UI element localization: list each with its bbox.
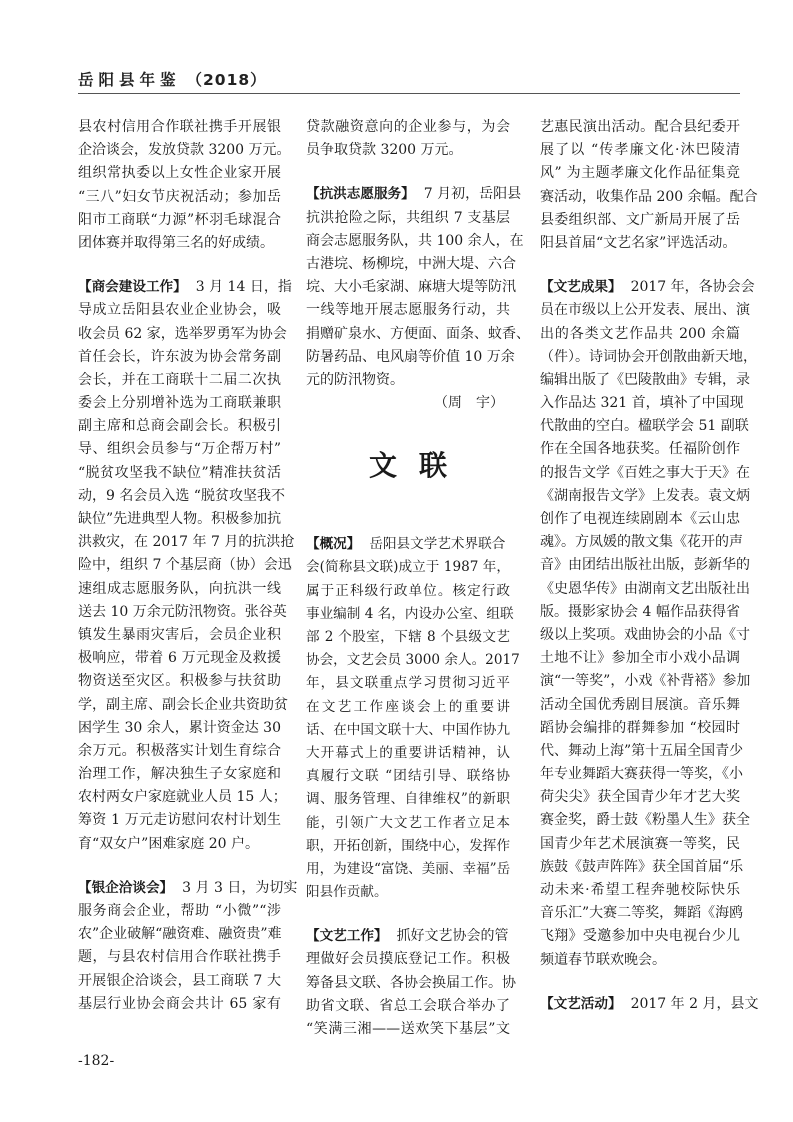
text-line <box>78 462 281 485</box>
text-line <box>540 346 757 369</box>
text-line <box>306 626 510 649</box>
text-line <box>306 812 510 835</box>
running-header <box>78 68 267 90</box>
line-text: 《史恩华传》由湖南文艺出版社出 <box>540 580 750 597</box>
line-text: 出的各类文艺作品共 200 余篇 <box>540 325 740 342</box>
line-text: 速组成志愿服务队，向抗洪一线 <box>78 580 281 597</box>
text-line <box>78 162 281 185</box>
text-line <box>78 717 281 740</box>
line-text: 古港垸、杨柳垸，中洲大堤、六合 <box>306 255 516 272</box>
line-text: 送去 10 万余元防汛物资。张谷英 <box>78 603 287 620</box>
text-line <box>540 670 751 693</box>
line-text: 大开幕式上的重要讲话精神，认 <box>306 744 510 761</box>
text-line <box>78 531 295 554</box>
paragraph <box>540 276 757 972</box>
line-text: 在文艺工作座谈会上的重要讲 <box>306 698 510 715</box>
text-line <box>306 556 510 579</box>
line-text: 筹备县文联、各协会换届工作。协 <box>306 974 516 991</box>
line-text: 一线等地开展志愿服务行动，共 <box>306 302 510 319</box>
line-text: 动未来·希望工程奔驰校际快乐 <box>540 882 740 898</box>
line-text: 员在市级以上公开发表、展出、演 <box>540 302 750 319</box>
line-text: 险中，组织 7 个基层商（协）会迅 <box>78 557 292 574</box>
line-text: 抓好文艺协会的管 <box>396 928 509 945</box>
text-line <box>306 230 524 253</box>
text-line <box>78 186 281 209</box>
line-text: 育“双女户”困难家庭 20 户。 <box>78 835 260 852</box>
text-line <box>78 323 287 346</box>
line-text: 能，引领广大文艺工作者立足本 <box>306 814 510 831</box>
text-line <box>78 946 281 969</box>
text-line <box>540 856 744 879</box>
paragraph-heading: 【银企洽谈会】 <box>78 879 174 896</box>
line-text: 用，为建设“富饶、美丽、幸福”岳 <box>306 860 511 877</box>
line-text: 赛金奖，爵士鼓《粉墨人生》获全 <box>540 812 750 829</box>
text-line <box>78 763 281 786</box>
text-line <box>540 647 740 670</box>
line-text: 收会员 62 家，选举罗勇军为协会 <box>78 325 287 342</box>
line-text: 元的防汛物资。 <box>306 371 404 388</box>
text-line <box>306 835 510 858</box>
line-text: 事业编制 4 名，内设办公室、组联 <box>306 605 514 622</box>
text-line <box>306 742 510 765</box>
line-text: 动，9 名会员入选 “脱贫攻坚我不 <box>78 487 285 504</box>
text-line <box>78 993 281 1016</box>
text-line <box>540 485 750 508</box>
line-text: 版。摄影家协会 4 幅作品获得省 <box>540 603 740 620</box>
text-line <box>540 763 743 786</box>
line-text: 洪救灾，在 2017 年 7 月的抗洪抢 <box>78 534 295 551</box>
text-line <box>78 740 281 763</box>
paragraph <box>78 276 295 856</box>
line-text: 作在全国各地获奖。任福阶创作 <box>540 441 740 458</box>
paragraph <box>306 533 520 904</box>
text-line <box>540 116 740 139</box>
line-text: 抗洪抢险之际，共组织 7 支基层 <box>306 209 510 226</box>
line-text: 7 月初，岳阳县 <box>423 186 522 203</box>
line-text: 年，县文联重点学习贯彻习近平 <box>306 675 510 692</box>
line-text: 代、舞动上海”第十五届全国青少 <box>540 742 744 759</box>
paragraph-heading: 【商会建设工作】 <box>78 279 187 296</box>
line-text: 防暑药品、电风扇等价值 10 万余 <box>306 348 515 365</box>
text-line <box>306 788 510 811</box>
text-line <box>78 232 281 255</box>
line-text: 飞翔》受邀参加中央电视台少儿 <box>540 928 740 945</box>
line-text: 阳县作贡献。 <box>306 884 388 901</box>
line-text: 余万元。积极落实计划生育综合 <box>78 742 281 759</box>
text-line <box>540 554 750 577</box>
line-text: 题，与县农村信用合作联社携手 <box>78 949 281 966</box>
line-text: 入作品达 321 首，填补了中国现 <box>540 395 744 412</box>
line-text: 3 月 14 日，指 <box>195 279 292 296</box>
text-line <box>78 923 281 946</box>
text-line <box>306 253 516 276</box>
text-line <box>306 346 515 369</box>
line-text: 《湖南报告文学》上发表。袁文炳 <box>540 487 750 504</box>
text-line <box>306 603 514 626</box>
text-line <box>78 346 281 369</box>
line-text: 导成立岳阳县农业企业协会，吸 <box>78 302 281 319</box>
text-column-2 <box>306 116 530 1041</box>
text-line <box>306 995 510 1018</box>
text-line <box>540 624 750 647</box>
line-text: 活动全国优秀剧目展演。音乐舞 <box>540 696 740 713</box>
text-line <box>78 670 281 693</box>
line-text: “三八”妇女节庆祝活动；参加岳 <box>78 188 281 205</box>
line-text: 委会上分别增补选为工商联兼职 <box>78 395 281 412</box>
text-line <box>540 809 750 832</box>
text-line <box>540 139 740 162</box>
line-text: 属于正科级行政单位。核定行政 <box>306 582 510 599</box>
text-line <box>540 786 740 809</box>
line-text: 捐赠矿泉水、方便面、面条、蚊香、 <box>306 325 530 342</box>
line-text: 年专业舞蹈大赛获得一等奖，《小 <box>540 766 743 783</box>
text-line <box>306 972 516 995</box>
text-line <box>540 186 758 209</box>
text-line <box>306 533 510 556</box>
text-line <box>78 833 281 856</box>
text-line <box>540 508 740 531</box>
line-text: 编辑出版了《巴陵散曲》专辑，录 <box>540 371 750 388</box>
line-text: 岳阳县文学艺术界联合 <box>369 536 506 553</box>
text-line <box>306 1018 510 1041</box>
line-text: 助省文联、省总工会联合举办了 <box>306 997 510 1014</box>
line-text: 风” 为主题孝廉文化作品征集竞 <box>540 165 740 182</box>
line-text: 组织常执委以上女性企业家开展 <box>78 165 281 182</box>
line-text: 3 月 3 日，为切实 <box>182 879 298 896</box>
paragraph-heading: 【文艺成果】 <box>540 279 622 296</box>
line-text: 县委组织部、文广新局开展了岳 <box>540 211 740 228</box>
line-text: 县农村信用合作联社携手开展银 <box>78 119 281 135</box>
text-line <box>540 833 740 856</box>
line-text: 演“一等奖”，小戏《补背褡》参加 <box>540 673 751 690</box>
text-line <box>78 694 288 717</box>
text-line <box>306 299 510 322</box>
line-text: 音》由团结出版社出版，彭新华的 <box>540 557 750 574</box>
paragraph <box>78 116 291 255</box>
line-text: 话、在中国文联十大、中国作协九 <box>306 721 510 738</box>
line-text: 赛活动，收集作品 200 余幅。配合 <box>540 188 758 205</box>
text-line <box>540 925 740 948</box>
text-line <box>540 949 740 972</box>
paragraph <box>540 993 759 1016</box>
text-line <box>540 601 740 624</box>
paragraph-heading: 【文艺活动】 <box>540 995 622 1012</box>
text-line <box>540 717 740 740</box>
line-text: 导、组织会员参与“万企帮万村” <box>78 441 281 458</box>
line-text: 筹资 1 万元走访慰问农村计划生 <box>78 812 281 829</box>
line-text: 缺位”先进典型人物。积极参加抗 <box>78 511 282 527</box>
paragraph-heading: 【文艺工作】 <box>306 928 388 945</box>
line-text: 会长，并在工商联十二届二次执 <box>78 371 281 388</box>
line-text: 商会志愿服务队，共 100 余人，在 <box>306 232 524 249</box>
header-rule <box>78 93 740 94</box>
line-text: 真履行文联 “团结引导、联络协 <box>306 768 510 785</box>
text-line <box>540 415 749 438</box>
line-text: 开展银企洽谈会，县工商联 7 大 <box>78 972 281 989</box>
line-text: 会(简称县文联)成立于 1987 年， <box>306 559 510 576</box>
line-text: 首任会长，许东波为协会常务副 <box>78 348 281 365</box>
text-line <box>540 578 750 601</box>
text-line <box>306 649 520 672</box>
text-line <box>306 765 510 788</box>
line-text: 土地不让》参加全市小戏小品调 <box>540 650 740 667</box>
yearbook-year: （2018） <box>186 71 267 89</box>
text-column-1 <box>78 116 298 1016</box>
line-text: 职，开拓创新，围绕中心，发挥作 <box>306 837 510 854</box>
text-line <box>78 554 292 577</box>
line-text: 蹈协会编排的群舞参加 “校园时 <box>540 719 740 736</box>
line-text: 农”企业破解“融资难、融资贵”难 <box>78 926 282 943</box>
line-text: 艺惠民演出活动。配合县纪委开 <box>540 119 740 135</box>
text-line <box>78 209 281 232</box>
text-line <box>306 323 530 346</box>
paragraph <box>78 877 298 1016</box>
text-line <box>306 696 510 719</box>
text-line <box>78 970 281 993</box>
text-line <box>540 694 740 717</box>
text-line <box>306 276 516 299</box>
line-text: 治理工作，解决独生子女家庭和 <box>78 766 281 783</box>
text-line <box>78 624 281 647</box>
line-text: 魂》。方凤媛的散文集《花开的声 <box>540 534 743 551</box>
line-text: 音乐汇”大赛二等奖，舞蹈《海鸥 <box>540 905 744 922</box>
text-line <box>540 993 759 1016</box>
line-text: 副主席和总商会副会长。积极引 <box>78 418 281 435</box>
text-line <box>78 139 291 162</box>
line-text: “脱贫攻坚我不缺位”精准扶贫活 <box>78 464 281 481</box>
text-line <box>540 740 744 763</box>
text-line <box>306 925 510 948</box>
text-line <box>78 485 285 508</box>
line-text: （件）。诗词协会开创散曲新天地， <box>540 348 757 365</box>
text-line <box>306 881 510 904</box>
line-text: 企洽谈会，发放贷款 3200 万元。 <box>78 142 291 159</box>
line-text: 极响应，带着 6 万元现金及救援 <box>78 650 281 667</box>
text-line <box>306 369 510 392</box>
line-text: 理做好会员摸底登记工作。积极 <box>306 951 510 968</box>
text-line <box>78 299 281 322</box>
text-line <box>306 183 522 206</box>
text-line <box>78 392 281 415</box>
line-text: 服务商会企业，帮助 “小微”“涉 <box>78 903 281 919</box>
text-line <box>78 438 281 461</box>
text-line <box>540 209 740 232</box>
text-line <box>306 719 510 742</box>
text-line <box>540 299 750 322</box>
line-text: 基层行业协会商会共计 65 家有 <box>78 995 281 1012</box>
line-text: 困学生 30 余人，累计资金达 30 <box>78 719 281 736</box>
text-line <box>540 879 740 902</box>
line-text: 团体赛并取得第三名的好成绩。 <box>78 234 274 251</box>
line-text: 创作了电视连续剧剧本《云山忠 <box>540 511 740 527</box>
line-text: 物资送至灾区。积极参与扶贫助 <box>78 673 281 690</box>
line-text: 调、服务管理、自律维权”的新职 <box>306 791 510 808</box>
line-text: 阳县首届“文艺名家”评选活动。 <box>540 234 737 251</box>
line-text: 2017 年 2 月，县文 <box>630 995 759 1012</box>
paragraph <box>306 116 510 162</box>
text-line <box>78 877 298 900</box>
text-line <box>540 323 740 346</box>
text-line <box>540 162 740 185</box>
line-text: 2017 年，各协会会 <box>630 279 755 296</box>
text-line <box>540 369 750 392</box>
line-text: 的报告文学《百姓之事大于天》在 <box>540 464 750 481</box>
text-line <box>78 601 287 624</box>
text-line <box>78 508 281 531</box>
text-line <box>306 948 510 971</box>
text-line <box>78 900 281 923</box>
text-line <box>78 276 292 299</box>
text-line <box>540 531 743 554</box>
text-line <box>306 207 510 230</box>
line-text: “笑满三湘——送欢笑下基层”文 <box>306 1021 510 1037</box>
text-line <box>306 116 510 139</box>
text-line <box>540 232 740 255</box>
text-line <box>78 647 281 670</box>
text-line <box>306 580 510 603</box>
text-line <box>78 415 281 438</box>
line-text: 族鼓《鼓声阵阵》获全国首届“乐 <box>540 858 744 875</box>
paragraph-heading: 【概况】 <box>306 536 361 553</box>
line-text: 部 2 个股室，下辖 8 个县级文艺 <box>306 629 510 645</box>
text-line <box>540 392 744 415</box>
author-signature: （周 宇） <box>434 395 504 412</box>
text-line <box>540 276 755 299</box>
text-line <box>78 369 281 392</box>
line-text: 贷款融资意向的企业参与，为会 <box>306 119 510 135</box>
text-column-3 <box>540 116 759 1016</box>
line-text: 阳市工商联“力源”杯羽毛球混合 <box>78 211 281 228</box>
paragraph <box>540 116 758 255</box>
section-title: 文联 <box>368 448 469 482</box>
text-line <box>78 116 281 139</box>
text-line <box>306 672 510 695</box>
paragraph-heading: 【抗洪志愿服务】 <box>306 186 415 203</box>
line-text: 协会，文艺会员 3000 余人。2017 <box>306 652 520 669</box>
line-text: 垸、大小毛家湖、麻塘大堤等防汛 <box>306 279 516 296</box>
line-text: 镇发生暴雨灾害后，会员企业积 <box>78 626 281 643</box>
line-text: 展了以 “传孝廉文化·沐巴陵清 <box>540 142 740 159</box>
paragraph <box>306 183 530 392</box>
line-text: 国青少年艺术展演赛一等奖，民 <box>540 835 740 852</box>
text-line <box>78 786 287 809</box>
line-text: 农村两女户家庭就业人员 15 人； <box>78 789 287 806</box>
line-text: 代散曲的空白。楹联学会 51 副联 <box>540 418 749 435</box>
page-number: -182- <box>78 1053 115 1069</box>
yearbook-title: 岳阳县年鉴 <box>78 71 181 89</box>
line-text: 频道春节联欢晚会。 <box>540 951 666 968</box>
paragraph <box>306 925 516 1041</box>
text-line <box>540 462 750 485</box>
text-line <box>540 438 740 461</box>
text-line <box>78 809 281 832</box>
text-line <box>540 902 744 925</box>
text-line <box>78 578 281 601</box>
line-text: 学，副主席、副会长企业共资助贫 <box>78 696 288 713</box>
text-line <box>306 139 510 162</box>
text-line <box>306 858 510 881</box>
line-text: 级以上奖项。戏曲协会的小品《寸 <box>540 626 750 643</box>
line-text: 荷尖尖》获全国青少年才艺大奖 <box>540 789 740 806</box>
line-text: 员争取贷款 3200 万元。 <box>306 142 463 159</box>
